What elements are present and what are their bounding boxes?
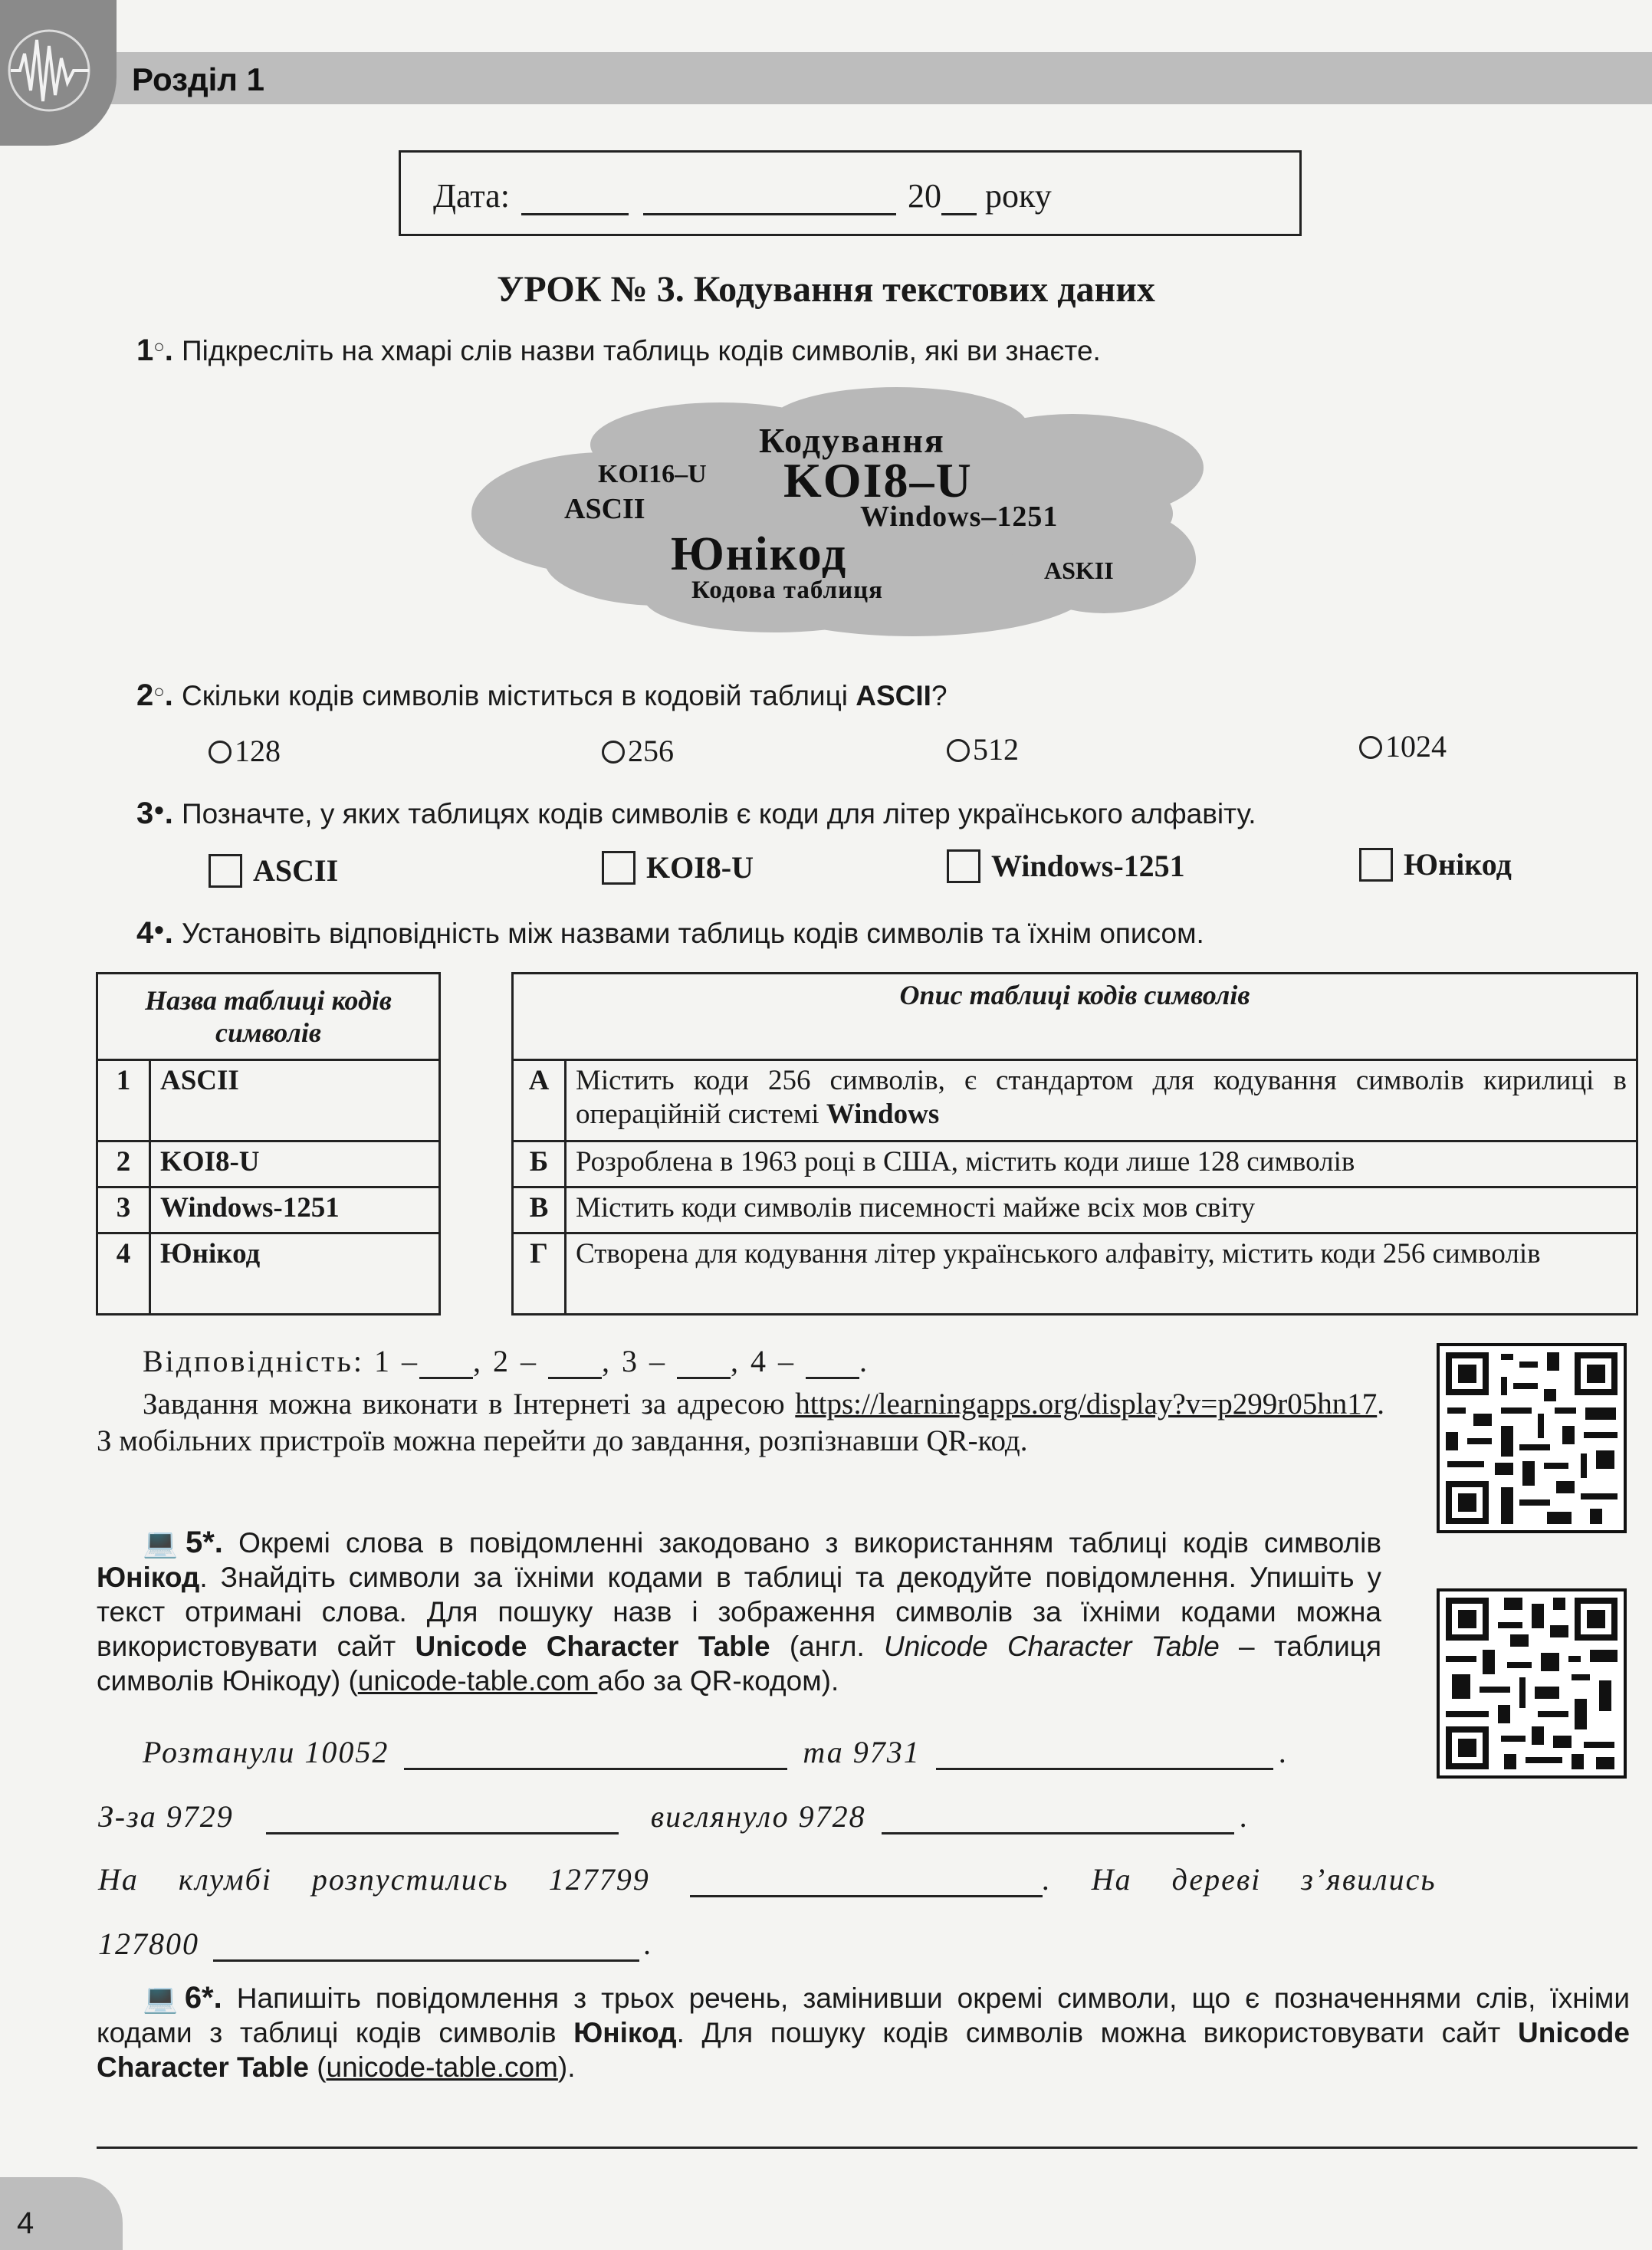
desc-row-text xyxy=(566,1060,1637,1141)
task1-prompt: 1○. Підкресліть на хмарі слів назви таблиць кодів символів, які ви знаєте. xyxy=(136,333,1101,367)
task3-prompt: 3●. Позначте, у яких таблицях кодів символів є коди для літер українського алфавіту. xyxy=(136,797,1256,830)
task5-bold-2: Unicode Character Table xyxy=(415,1631,770,1662)
task2-text: Скільки кодів символів міститься в кодовій таблиці xyxy=(181,680,856,711)
task1-number: 1 xyxy=(136,333,154,367)
cloud-word-koi8u[interactable]: KOI8–U xyxy=(783,453,973,507)
date-line xyxy=(433,176,1052,215)
task3-option-4[interactable] xyxy=(1359,846,1512,885)
task2-option-1-label: 128 xyxy=(235,734,281,768)
cloud-word-windows1251[interactable]: Windows–1251 xyxy=(860,501,1059,533)
desc-row-letter: В xyxy=(513,1187,566,1233)
task5-blank-3[interactable] xyxy=(266,1832,619,1834)
names-table-header: Назва таблиці кодів символів xyxy=(97,974,440,1060)
task5-blank-2[interactable] xyxy=(936,1768,1273,1770)
cloud-word-unikod[interactable]: Юнікод xyxy=(671,528,848,580)
online-prefix: Завдання можна виконати в Інтернеті за адресою xyxy=(143,1388,796,1421)
task4-online-paragraph xyxy=(97,1386,1384,1460)
answer-field-4[interactable] xyxy=(806,1377,859,1379)
names-row-name: Юнікод xyxy=(150,1233,440,1315)
qr-code-icon xyxy=(1440,1346,1624,1530)
task5-text-1: Окремі слова в повідомленні закодовано з використанням таблиці кодів символів xyxy=(238,1527,1381,1559)
task6-bold-1: Юнікод xyxy=(573,2017,677,2048)
checkbox-icon[interactable] xyxy=(947,849,980,883)
names-row-name: KOI8-U xyxy=(150,1141,440,1187)
desc-row-text: Містить коди символів писемності майже всіх мов світу xyxy=(566,1187,1637,1233)
unicode-table-link-2[interactable]: unicode-table.com xyxy=(326,2051,558,2083)
desc-row-text: Розроблена в 1963 році в США, містить коди лише 128 символів xyxy=(566,1141,1637,1187)
waveform-icon xyxy=(0,0,117,146)
answer-field-1[interactable] xyxy=(419,1377,473,1379)
task3-option-2[interactable] xyxy=(602,849,754,888)
checkbox-icon[interactable] xyxy=(209,854,242,888)
task6-bold-2: Unicode Character Table xyxy=(97,2017,1630,2083)
task2-text-suffix: ? xyxy=(931,680,948,711)
desc-row-letter: Г xyxy=(513,1233,566,1315)
line1-start: Розтанули 10052 xyxy=(143,1735,389,1769)
task6-text-4: ). xyxy=(557,2051,576,2083)
task5-italic: Unicode Character Table xyxy=(883,1631,1220,1662)
word-cloud xyxy=(468,383,1234,655)
task5-blank-4[interactable] xyxy=(882,1832,1234,1834)
task4-number: 4 xyxy=(136,916,154,950)
task2-text-bold: ASCII xyxy=(856,680,931,711)
task6-answer-line[interactable] xyxy=(97,2147,1637,2149)
section-label: Розділ 1 xyxy=(132,61,264,97)
task3-option-2-label: KOI8-U xyxy=(646,850,754,885)
radio-icon[interactable] xyxy=(1359,736,1382,759)
qr-code-icon xyxy=(1440,1591,1624,1775)
task4-names-table xyxy=(96,972,441,1316)
task5-line-1 xyxy=(143,1734,1289,1770)
cloud-word-koi16u[interactable]: KOI16–U xyxy=(598,460,707,488)
online-suffix: . З мобільних пристроїв можна перейти до завдання, розпізнавши QR-код. xyxy=(97,1388,1384,1457)
line2-start: З-за 9729 xyxy=(98,1799,234,1834)
task2-option-2[interactable] xyxy=(602,733,674,769)
qr-code-learningapps[interactable] xyxy=(1437,1343,1627,1533)
task3-option-3[interactable] xyxy=(947,848,1185,886)
task4-descriptions-table xyxy=(511,972,1638,1316)
task2-prompt: 2○. Скільки кодів символів міститься в кодовій таблиці ASCII? xyxy=(136,678,948,712)
line3-start: На клумбі розпустились 127799 xyxy=(98,1862,650,1897)
answer-label: Відповідність: xyxy=(143,1344,365,1378)
names-row-name: ASCII xyxy=(150,1060,440,1141)
task4-answer-line xyxy=(143,1343,869,1379)
date-day-field[interactable] xyxy=(521,213,629,215)
task5-text-3: (англ. xyxy=(770,1631,884,1662)
unicode-table-link[interactable]: unicode-table.com xyxy=(357,1665,598,1697)
desc-row-a-text: Містить коди 256 символів, є стандартом для кодування символів кирилиці в операційній системі xyxy=(576,1065,1627,1130)
radio-icon[interactable] xyxy=(602,741,625,764)
task2-option-1[interactable] xyxy=(209,733,281,769)
answer-item-2: , 2 – xyxy=(473,1344,539,1378)
names-row-number: 1 xyxy=(97,1060,150,1141)
line4-start: 127800 xyxy=(98,1926,199,1961)
task3-text: Позначте, у яких таблицях кодів символів є коди для літер українського алфавіту. xyxy=(181,798,1256,829)
task2-option-4[interactable] xyxy=(1359,728,1447,764)
cloud-word-askii[interactable]: ASKII xyxy=(1044,557,1114,584)
task5-number: 5*. xyxy=(185,1526,223,1559)
task5-line-2 xyxy=(98,1798,1250,1834)
line4-dot: . xyxy=(644,1926,653,1961)
radio-icon[interactable] xyxy=(209,741,232,764)
answer-item-1: 1 – xyxy=(374,1344,420,1378)
task5-text-5: або за QR-кодом). xyxy=(597,1665,839,1697)
task4-text: Установіть відповідність між назвами таблиць кодів символів та їхнім описом. xyxy=(181,918,1204,949)
task5-line-4 xyxy=(98,1926,653,1962)
desc-table-header: Опис таблиці кодів символів xyxy=(513,974,1637,1060)
desc-row-a-bold: Windows xyxy=(826,1099,940,1130)
task3-option-1-label: ASCII xyxy=(253,853,339,888)
learningapps-link[interactable]: https://learningapps.org/display?v=p299r05hn17 xyxy=(795,1388,1378,1421)
line2-dot: . xyxy=(1240,1799,1250,1834)
page-number: 4 xyxy=(17,2206,34,2240)
task6-prompt xyxy=(97,1981,1630,2084)
year-prefix: 20 xyxy=(907,177,941,215)
task2-option-4-label: 1024 xyxy=(1385,729,1447,764)
task2-number: 2 xyxy=(136,678,154,712)
cloud-word-kodova-tablytsia[interactable]: Кодова таблиця xyxy=(691,576,883,604)
task6-text-3: ( xyxy=(308,2051,327,2083)
task5-blank-5[interactable] xyxy=(690,1895,1043,1897)
desc-row-letter: Б xyxy=(513,1141,566,1187)
answer-item-3: , 3 – xyxy=(602,1344,668,1378)
date-month-field[interactable] xyxy=(643,213,896,215)
task5-line-3 xyxy=(98,1861,1639,1897)
task3-option-3-label: Windows-1251 xyxy=(991,849,1185,883)
task5-text-4: – таблиця символів Юнікоду) ( xyxy=(97,1631,1381,1697)
header-logo-tab xyxy=(0,0,117,146)
computer-icon: 💻 xyxy=(143,1982,185,2014)
desc-row-letter: А xyxy=(513,1060,566,1141)
task3-option-1[interactable] xyxy=(209,852,338,891)
answer-item-5: . xyxy=(859,1344,870,1378)
date-label: Дата: xyxy=(433,177,510,215)
date-year-field[interactable] xyxy=(941,213,977,215)
names-row-number: 4 xyxy=(97,1233,150,1315)
task4-prompt: 4●. Установіть відповідність між назвами таблиць кодів символів та їхнім описом. xyxy=(136,916,1204,950)
names-row-number: 3 xyxy=(97,1187,150,1233)
answer-item-4: , 4 – xyxy=(731,1344,796,1378)
desc-row-text: Створена для кодування літер українського алфавіту, містить коди 256 символів xyxy=(566,1233,1637,1315)
line3-end: . На дереві з’явились xyxy=(1042,1862,1437,1897)
task2-option-3-label: 512 xyxy=(973,732,1019,767)
task1-text: Підкресліть на хмарі слів назви таблиць кодів символів, які ви знаєте. xyxy=(181,335,1101,366)
line2-mid: виглянуло 9728 xyxy=(650,1799,866,1834)
task6-number: 6*. xyxy=(184,1981,222,2015)
task6-text-1: Напишіть повідомлення з трьох речень, замінивши окремі символи, що є позначеннями слів, їхніми кодами з таблиці кодів символів xyxy=(97,1982,1631,2048)
year-suffix: року xyxy=(984,177,1052,215)
task2-option-2-label: 256 xyxy=(628,734,674,768)
answer-field-2[interactable] xyxy=(548,1377,602,1379)
task6-text-2: . Для пошуку кодів символів можна використовувати сайт xyxy=(676,2017,1519,2048)
computer-icon: 💻 xyxy=(143,1527,186,1559)
task5-blank-1[interactable] xyxy=(404,1768,787,1770)
checkbox-icon[interactable] xyxy=(1359,848,1393,882)
task5-bold-1: Юнікод xyxy=(97,1562,200,1593)
line1-dot: . xyxy=(1279,1735,1289,1769)
cloud-word-ascii[interactable]: ASCII xyxy=(564,493,645,525)
qr-code-unicode-table[interactable] xyxy=(1437,1588,1627,1779)
radio-icon[interactable] xyxy=(947,739,970,762)
checkbox-icon[interactable] xyxy=(602,851,636,885)
task3-number: 3 xyxy=(136,797,154,830)
task3-option-4-label: Юнікод xyxy=(1404,847,1512,882)
task2-option-3[interactable] xyxy=(947,731,1019,767)
task5-text-2: . Знайдіть символи за їхніми кодами в таблиці та декодуйте повідомлення. Упишіть у текст отримані слова. Для пошуку назв і зображення символів за їхніми кодами можна використовувати сайт xyxy=(97,1562,1381,1662)
names-row-name: Windows-1251 xyxy=(150,1187,440,1233)
task5-prompt xyxy=(97,1526,1381,1698)
names-row-number: 2 xyxy=(97,1141,150,1187)
task5-blank-6[interactable] xyxy=(213,1959,639,1962)
line1-mid: та 9731 xyxy=(803,1735,921,1769)
lesson-title: УРОК № 3. Кодування текстових даних xyxy=(497,269,1155,310)
answer-field-3[interactable] xyxy=(677,1377,731,1379)
cloud-word-kodyvannia[interactable]: Кодування xyxy=(759,421,945,460)
